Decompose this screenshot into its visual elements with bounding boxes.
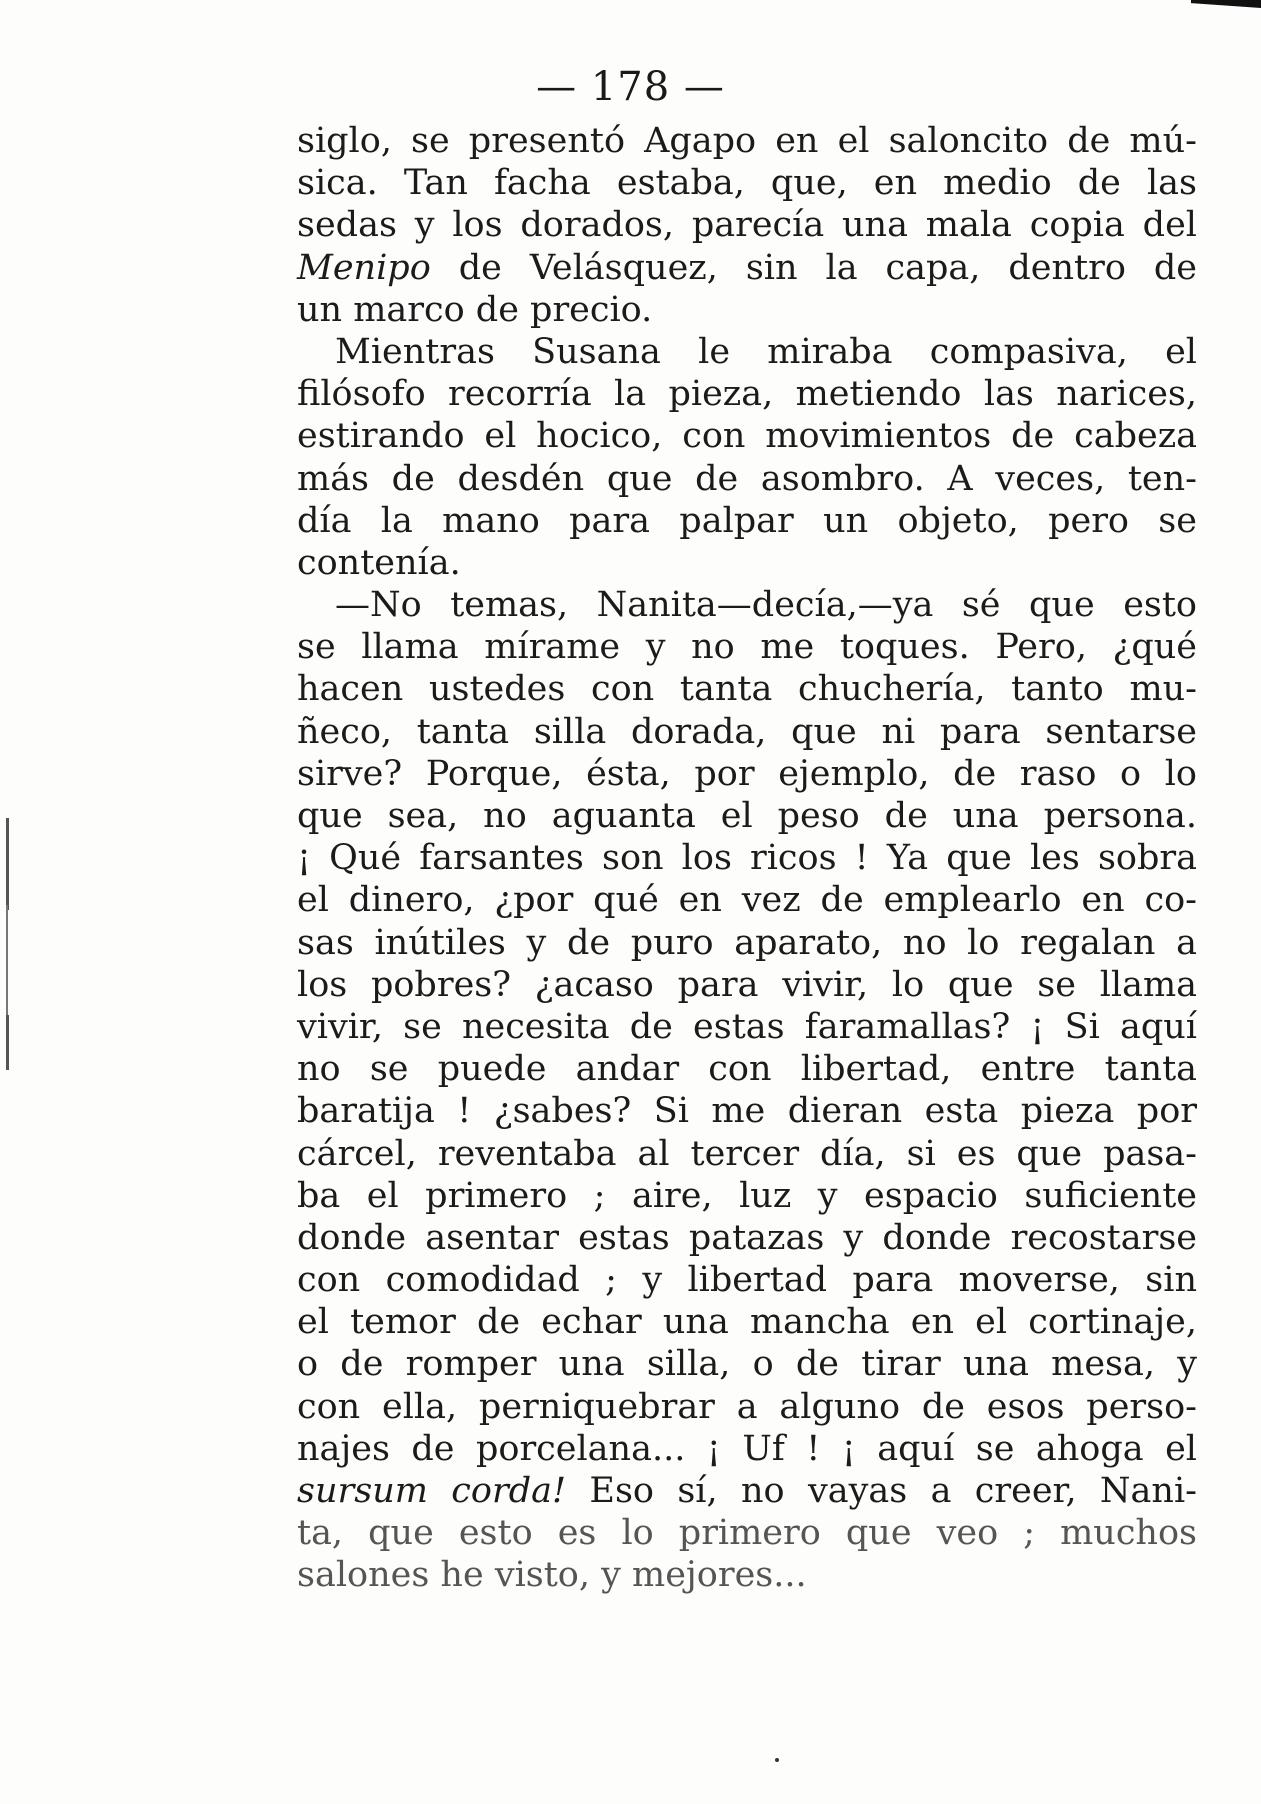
text-line: donde asentar estas patazas y donde recostarse	[297, 1217, 1197, 1258]
text-line: o de romper una silla, o de tirar una mesa, y	[297, 1344, 1197, 1385]
text-line: sas inútiles y de puro aparato, no lo regalan a	[297, 922, 1197, 963]
text-line: ¡ Qué farsantes son los ricos ! Ya que les sobra	[297, 838, 1197, 879]
scan-edge-mark	[6, 1015, 9, 1070]
scan-dot	[775, 1758, 779, 1762]
text-line: salones he visto, y mejores...	[297, 1555, 807, 1596]
text-line: baratija ! ¿sabes? Si me dieran esta pieza por	[297, 1091, 1197, 1132]
body-text	[297, 120, 1197, 1597]
text-line: el dinero, ¿por qué en vez de emplearlo en co-	[297, 880, 1197, 921]
scan-edge-mark	[6, 818, 9, 910]
text-line: con ella, perniquebrar a alguno de esos perso-	[297, 1386, 1197, 1427]
text-line: —No temas, Nanita—decía,—ya sé que esto	[335, 585, 1197, 626]
text-line: más de desdén que de asombro. A veces, ten-	[297, 458, 1197, 499]
text-line: siglo, se presentó Agapo en el saloncito de mú-	[297, 121, 1197, 161]
text-line: sedas y los dorados, parecía una mala copia del	[297, 205, 1197, 246]
text-line: ba el primero ; aire, luz y espacio suficiente	[297, 1175, 1197, 1216]
page-number: — 178 —	[536, 64, 725, 110]
text-line: filósofo recorría la pieza, metiendo las narices,	[297, 374, 1197, 415]
text-line: se llama mírame y no me toques. Pero, ¿qué	[297, 627, 1197, 668]
text-line: un marco de precio.	[297, 289, 653, 330]
text-line: vivir, se necesita de estas faramallas? ¡ Si aquí	[297, 1006, 1197, 1047]
text-line: cárcel, reventaba al tercer día, si es que pasa-	[297, 1133, 1197, 1174]
text-line: sursum corda! Eso sí, no vayas a creer, Nani-	[297, 1471, 1197, 1511]
text-line: que sea, no aguanta el peso de una persona.	[297, 796, 1197, 836]
text-line: najes de porcelana... ¡ Uf ! ¡ aquí se ahoga el	[297, 1428, 1197, 1469]
text-line: ta, que esto es lo primero que veo ; muchos	[297, 1513, 1197, 1554]
scan-edge-mark	[6, 905, 8, 1025]
text-line: no se puede andar con libertad, entre tanta	[297, 1049, 1197, 1090]
text-line: estirando el hocico, con movimientos de cabeza	[297, 416, 1197, 457]
text-line: ñeco, tanta silla dorada, que ni para sentarse	[297, 711, 1197, 752]
text-line: el temor de echar una mancha en el cortinaje,	[297, 1302, 1197, 1343]
scan-corner-mark	[1191, 0, 1261, 8]
text-line: hacen ustedes con tanta chuchería, tanto mu-	[297, 669, 1197, 710]
text-line: sirve? Porque, ésta, por ejemplo, de raso o lo	[297, 753, 1197, 794]
text-line: sica. Tan facha estaba, que, en medio de las	[297, 163, 1197, 204]
text-line: Mientras Susana le miraba compasiva, el	[335, 331, 1197, 372]
text-line: contenía.	[297, 542, 461, 583]
text-line: día la mano para palpar un objeto, pero se	[297, 500, 1197, 541]
italic-text: sursum corda!	[297, 1471, 567, 1511]
text-line: los pobres? ¿acaso para vivir, lo que se llama	[297, 964, 1197, 1005]
text-line: Menipo de Velásquez, sin la capa, dentro de	[297, 247, 1197, 288]
italic-text: Menipo	[297, 247, 431, 288]
text-line: con comodidad ; y libertad para moverse, sin	[297, 1260, 1197, 1301]
